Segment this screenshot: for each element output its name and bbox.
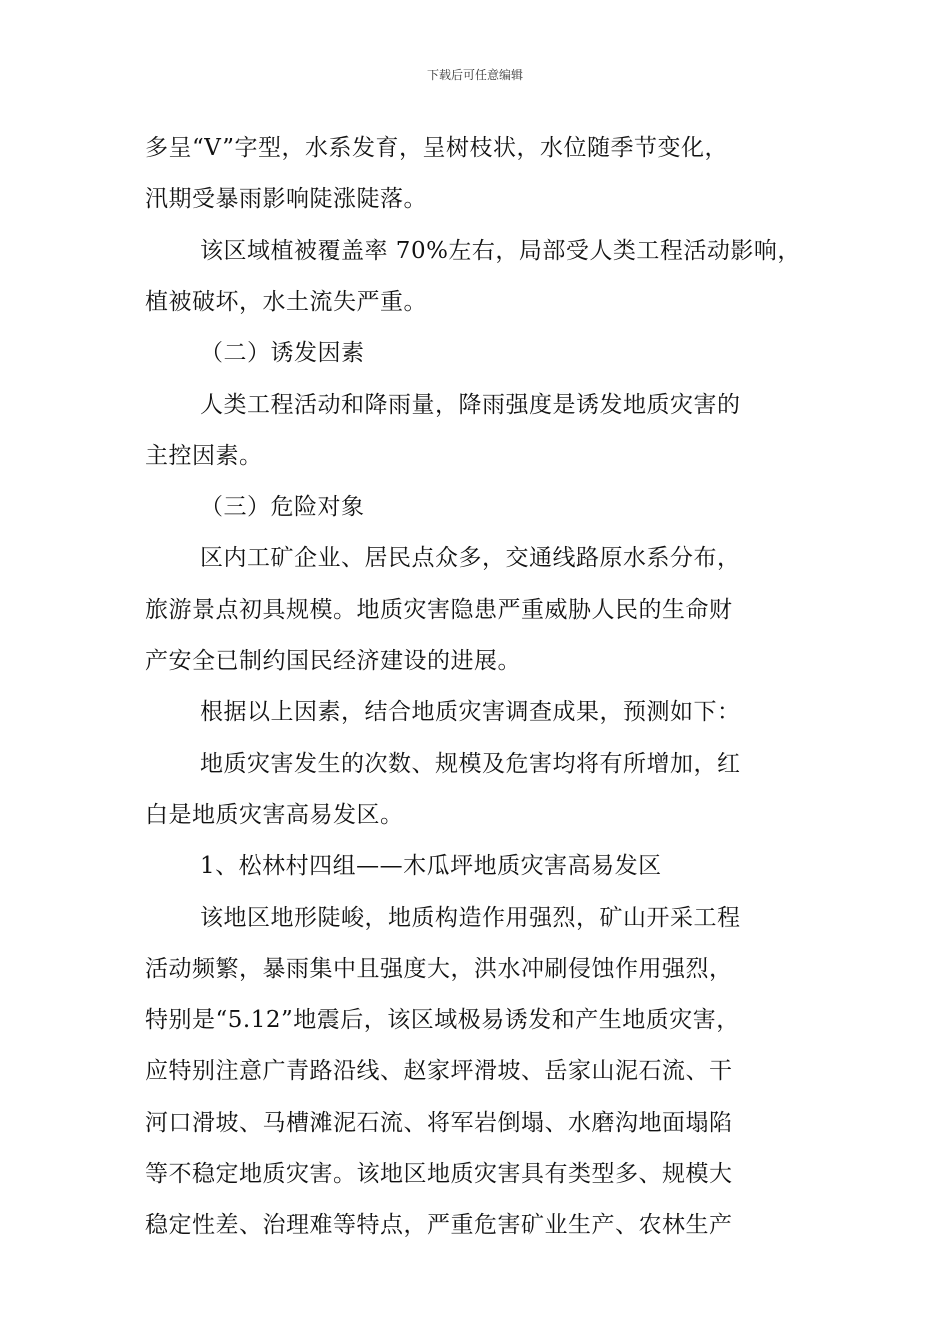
paragraph-line: 区内工矿企业、居民点众多，交通线路原水系分布， [200,545,741,571]
text-line: 应特别注意广青路沿线、赵家坪滑坡、岳家山泥石流、干 [145,1058,733,1084]
text-line: 白是地质灾害高易发区。 [145,802,404,828]
paragraph-line: 根据以上因素，结合地质灾害调查成果，预测如下： [200,699,741,725]
text-line: 特别是“5.12”地震后，该区域极易诱发和产生地质灾害， [145,1007,740,1033]
text-line: 主控因素。 [145,443,263,469]
text-line: 植被破坏，水土流失严重。 [145,289,427,315]
section-heading: （三）危险对象 [200,494,365,520]
text-line: 稳定性差、治理难等特点，严重危害矿业生产、农林生产 [145,1212,733,1238]
text-line: 旅游景点初具规模。地质灾害隐患严重威胁人民的生命财 [145,597,733,623]
text-line: 等不稳定地质灾害。该地区地质灾害具有类型多、规模大 [145,1161,733,1187]
paragraph-line: 人类工程活动和降雨量，降雨强度是诱发地质灾害的 [200,392,741,418]
text-line: 河口滑坡、马槽滩泥石流、将军岩倒塌、水磨沟地面塌陷 [145,1110,733,1136]
text-line: 多呈“V”字型，水系发育，呈树枝状，水位随季节变化， [145,135,728,161]
paragraph-line: 该地区地形陡峻，地质构造作用强烈，矿山开采工程 [200,905,741,931]
paragraph-line: 地质灾害发生的次数、规模及危害均将有所增加，红 [200,751,741,777]
text-line: 活动频繁，暴雨集中且强度大，洪水冲刷侵蚀作用强烈， [145,956,733,982]
paragraph-line: 该区域植被覆盖率 70%左右，局部受人类工程活动影响， [200,238,801,264]
section-heading: （二）诱发因素 [200,340,365,366]
text-line: 汛期受暴雨影响陡涨陡落。 [145,186,427,212]
page-header: 下载后可任意编辑 [426,68,523,82]
subsection-heading: 1、松林村四组——木瓜坪地质灾害高易发区 [200,853,662,879]
text-line: 产安全已制约国民经济建设的进展。 [145,648,521,674]
